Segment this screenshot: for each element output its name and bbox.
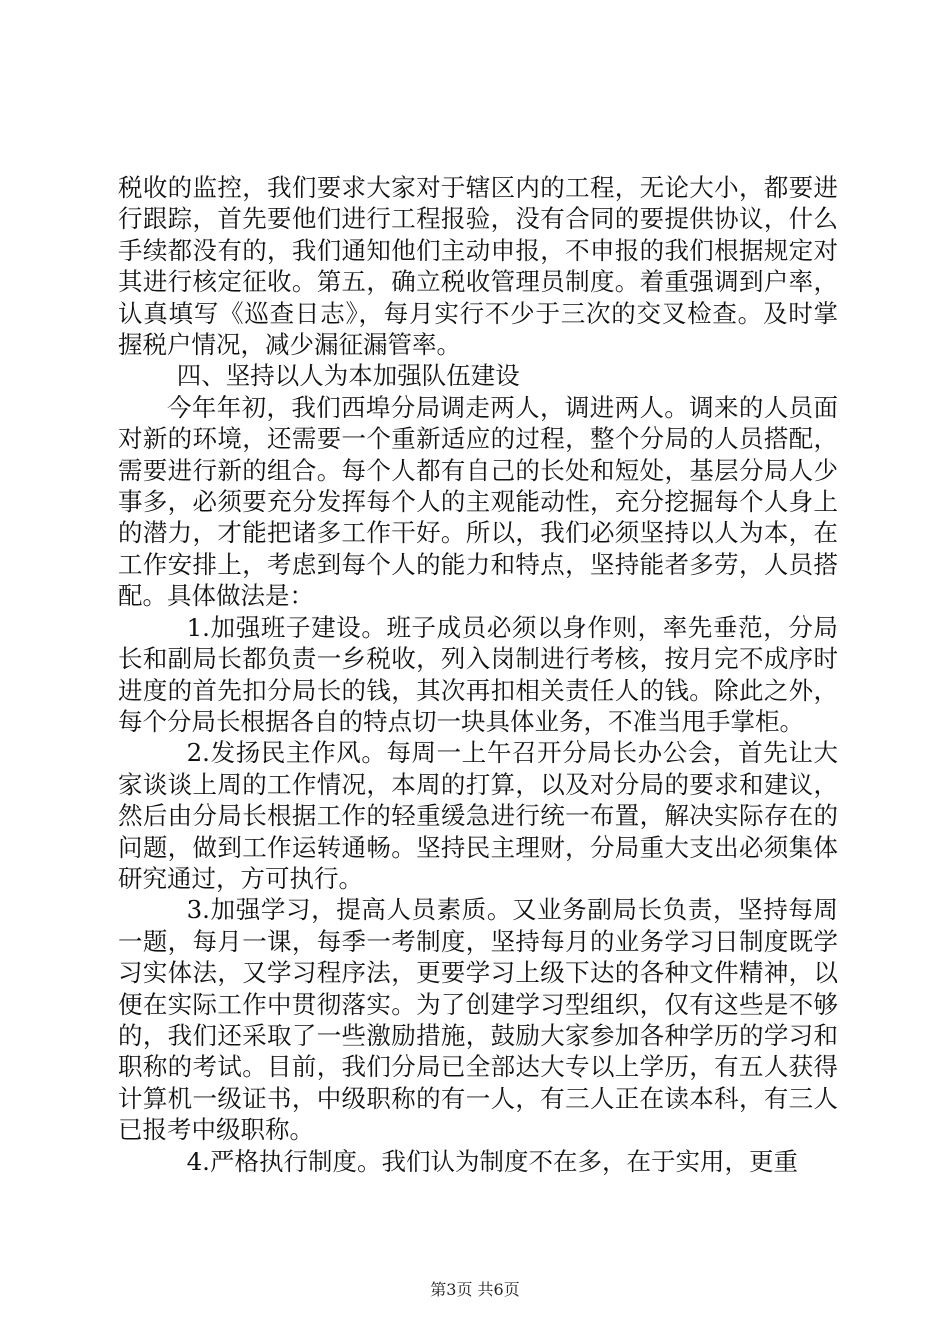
page-number-footer: 第3页 共6页 [430, 1280, 520, 1299]
section-heading-team-building: 四、坚持以人为本加强队伍建设 [176, 361, 520, 391]
paragraph-staff-changes: 今年年初，我们西埠分局调走两人，调进两人。调来的人员面对新的环境，还需要一个重新适应的过程，整个分局的人员搭配，需要进行新的组合。每个人都有自己的长处和短处，基层分局人少事多，必须要充分发挥每个人的主观能动性，充分挖掘每个人身上的潜力，才能把诸多工作干好。所以，我们必须坚持以人为本，在工作安排上，考虑到每个人的能力和特点，坚持能者多劳，人员搭配。具体做法是： [118, 392, 838, 611]
list-item-leadership: 1.加强班子建设。班子成员必须以身作则，率先垂范，分局长和副局长都负责一乡税收，列入岗制进行考核，按月完不成序时进度的首先扣分局长的钱，其次再扣相关责任人的钱。除此之外，每个分局长根据各自的特点切一块具体业务，不准当甩手掌柜。 [118, 612, 838, 736]
list-item-learning: 3.加强学习，提高人员素质。又业务副局长负责，坚持每周一题，每月一课，每季一考制度，坚持每月的业务学习日制度既学习实体法，又学习程序法，更要学习上级下达的各种文件精神，以便在实际工作中贯彻落实。为了创建学习型组织，仅有这些是不够的，我们还采取了一些激励措施，鼓励大家参加各种学历的学习和职称的考试。目前，我们分局已全部达大专以上学历，有五人获得计算机一级证书，中级职称的有一人，有三人正在读本科，有三人已报考中级职称。 [118, 895, 838, 1145]
list-item-rules: 4.严格执行制度。我们认为制度不在多，在于实用，更重 [186, 1146, 798, 1176]
paragraph-tax-monitoring: 税收的监控，我们要求大家对于辖区内的工程，无论大小，都要进行跟踪，首先要他们进行工程报验，没有合同的要提供协议，什么手续都没有的，我们通知他们主动申报，不申报的我们根据规定对其进行核定征收。第五，确立税收管理员制度。着重强调到户率，认真填写《巡查日志》，每月实行不少于三次的交叉检查。及时掌握税户情况，减少漏征漏管率。 [118, 173, 838, 360]
document-body [118, 172, 838, 1177]
list-item-democracy: 2.发扬民主作风。每周一上午召开分局长办公会，首先让大家谈谈上周的工作情况，本周的打算，以及对分局的要求和建议，然后由分局长根据工作的轻重缓急进行统一布置，解决实际存在的问题，做到工作运转通畅。坚持民主理财，分局重大支出必须集体研究通过，方可执行。 [118, 738, 838, 893]
